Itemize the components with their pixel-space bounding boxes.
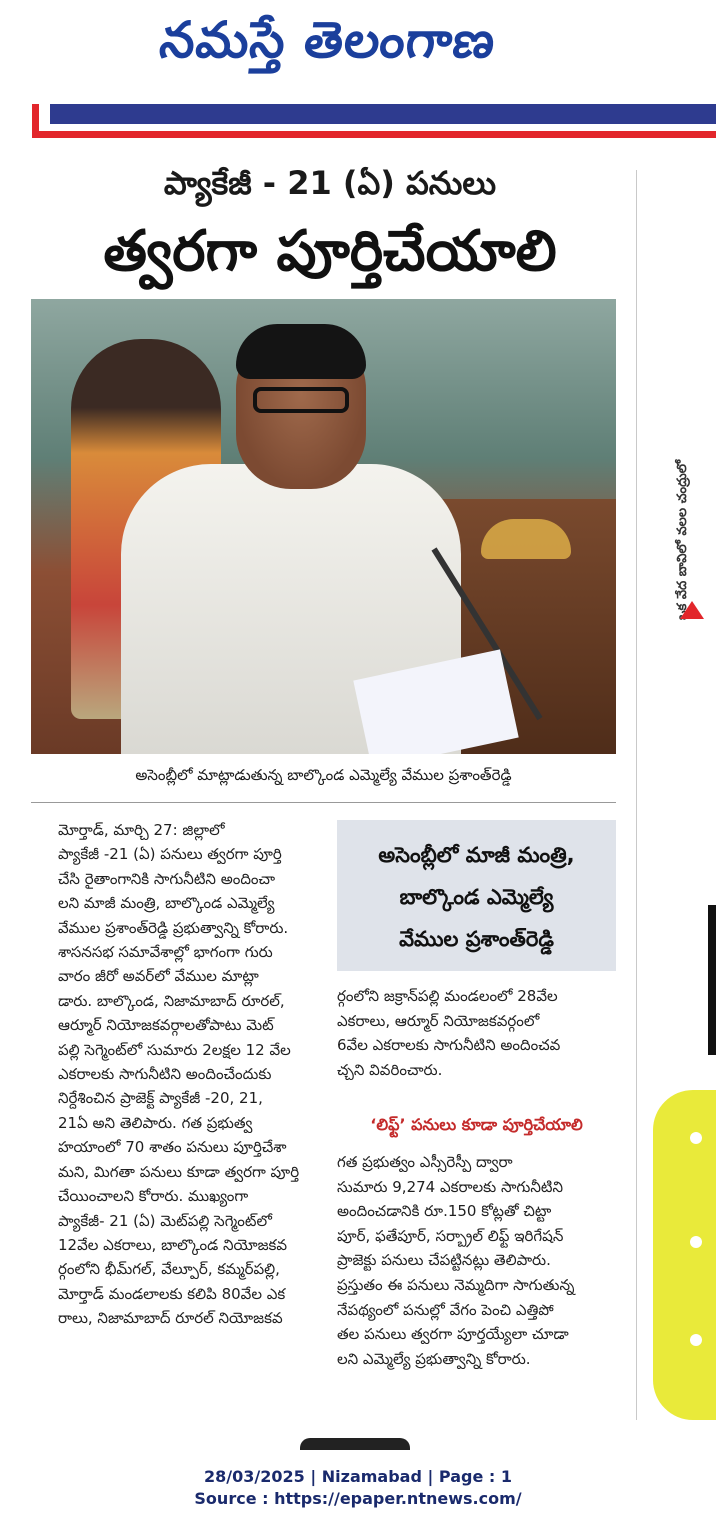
body-line: ఎకరాలు, ఆర్మూర్ నియోజకవర్గంలో (337, 1011, 540, 1030)
adjacent-article-vertical-text: ఒక వేద బావిలో వలల చంద్రులో (675, 459, 690, 620)
body-line: గత ప్రభుత్వం ఎస్సీరెస్పీ ద్వారా (337, 1153, 513, 1171)
body-line: ప్రస్తుతం ఈ పనులు నెమ్మదిగా సాగుతున్న (337, 1275, 575, 1294)
body-line: శాసనసభ సమావేశాల్లో భాగంగా గురు (58, 943, 273, 962)
body-line: తల పనులు త్వరగా పూర్తయ్యేలా చూడా (337, 1325, 569, 1344)
body-line: ర్గంలోని భీమ్‌గల్, వేల్పూర్, కమ్మర్‌పల్లి, (58, 1260, 280, 1279)
body-line: రాలు, నిజామాబాద్ రూరల్ నియోజకవ (58, 1309, 283, 1328)
body-line: లని ఎమ్మెల్యే ప్రభుత్వాన్ని కోరారు. (337, 1349, 531, 1368)
body-line: 6వేల ఎకరాలకు సాగునీటిని అందించవ (337, 1036, 561, 1055)
body-line: 12వేల ఎకరాలు, బాల్కొండ నియోజకవ (58, 1235, 288, 1254)
body-line: 21ఏ అని తెలిపారు. గత ప్రభుత్వ (58, 1113, 253, 1132)
photo-caption: అసెంబ్లీలో మాట్లాడుతున్న బాల్కొండ ఎమ్మెల్యే వేముల ప్రశాంత్‌రెడ్డి (135, 766, 512, 784)
section-subhead: ‘లిఫ్ట్’ పనులు కూడా పూర్తిచేయాలి (370, 1115, 583, 1134)
body-line: చ్చని వివరించారు. (337, 1060, 443, 1079)
body-line: మోర్తాడ్ మండలాలకు కలిపి 80వేల ఎక (58, 1284, 286, 1303)
body-line: చేయించాలని కోరారు. ముఖ్యంగా (58, 1187, 249, 1206)
footer-source-link[interactable]: Source : https://epaper.ntnews.com/ (194, 1489, 522, 1508)
callout-line: వేముల ప్రశాంత్‌రెడ్డి (399, 927, 554, 951)
body-line: సుమారు 9,274 ఎకరాలకు సాగునీటిని (337, 1177, 563, 1196)
adjacent-ad-black-shape (708, 905, 716, 1055)
callout-line: బాల్కొండ ఎమ్మెల్యే (399, 885, 554, 909)
footer-date-edition: 28/03/2025 | Nizamabad | Page : 1 (204, 1467, 512, 1486)
body-line: లని మాజీ మంత్రి, బాల్కొండ ఎమ్మెల్యే (58, 894, 275, 913)
callout-line: అసెంబ్లీలో మాజీ మంత్రి, (378, 843, 575, 867)
article-photo (31, 299, 616, 754)
body-line: ప్యాకేజీ -21 (ఏ) పనులు త్వరగా పూర్తి (58, 845, 282, 864)
body-line: మని, మిగతా పనులు కూడా త్వరగా పూర్తి (58, 1162, 300, 1181)
quote-callout-box (337, 820, 616, 971)
body-line: ఆర్మూర్ నియోజకవర్గాలతోపాటు మెట్ (58, 1016, 274, 1035)
article-column-3 (337, 1150, 616, 1371)
speaker-glasses (253, 387, 349, 413)
body-line: వారం జీరో అవర్‌లో వేముల మాట్లా (58, 967, 259, 986)
body-line: ప్యాకేజీ- 21 (ఏ) మెట్‌పల్లి సెగ్మెంట్‌లో (58, 1211, 272, 1230)
body-line: అందించడానికి రూ.150 కోట్లతో చిట్టా (337, 1202, 552, 1221)
caption-rule (31, 802, 616, 803)
body-line: ఎకరాలకు సాగునీటిని అందించేందుకు (58, 1065, 272, 1084)
article-column-1 (58, 818, 310, 1331)
body-line: డారు. బాల్కొండ, నిజామాబాద్ రూరల్, (58, 991, 285, 1010)
bullet-dot-icon (690, 1236, 702, 1248)
body-line: మోర్తాడ్, మార్చి 27: జిల్లాలో (58, 821, 225, 839)
body-line: నిర్దేశించిన ప్రాజెక్ట్ ప్యాకేజీ -20, 21, (58, 1089, 263, 1108)
page-footer (0, 1466, 716, 1510)
bullet-dot-icon (690, 1132, 702, 1144)
article-kicker: ప్యాకేజీ - 21 (ఏ) పనులు (163, 164, 497, 202)
bullet-dot-icon (690, 1334, 702, 1346)
article-headline: త్వరగా పూర్తిచేయాలి (103, 219, 557, 284)
next-article-bleed (300, 1438, 410, 1450)
body-line: ప్రాజెక్టు పనులు చేపట్టినట్లు తెలిపారు. (337, 1251, 551, 1270)
body-line: హయాంలో 70 శాతం పనులు పూర్తిచేశా (58, 1138, 287, 1157)
speaker-hair (236, 324, 366, 379)
body-line: వేముల ప్రశాంత్‌రెడ్డి ప్రభుత్వాన్ని కోరారు. (58, 918, 289, 937)
masthead (0, 0, 716, 90)
body-line: ర్గంలోని జక్రాన్‌పల్లి మండలంలో 28వేల (337, 987, 558, 1005)
body-line: చేసి రైతాంగానికి సాగునీటిని అందించా (58, 869, 276, 888)
newspaper-logo: నమస్తే తెలంగాణ (156, 11, 499, 69)
masthead-red-rule (32, 131, 716, 138)
masthead-blue-band (50, 104, 716, 124)
article-column-2 (337, 984, 616, 1082)
red-arrow-icon (680, 601, 704, 619)
body-line: పల్లి సెగ్మెంట్‌లో సుమారు 2లక్షల 12 వేల (58, 1040, 291, 1059)
bench-emblem (481, 519, 571, 559)
adjacent-ad-yellow-panel (653, 1090, 716, 1420)
body-line: నేపథ్యంలో పనుల్లో వేగం పెంచి ఎత్తిపో (337, 1300, 554, 1319)
column-divider (636, 170, 637, 1420)
body-line: పూర్, ఫతేపూర్, సర్బ్రాల్ లిఫ్ట్ ఇరిగేషన్ (337, 1226, 564, 1245)
